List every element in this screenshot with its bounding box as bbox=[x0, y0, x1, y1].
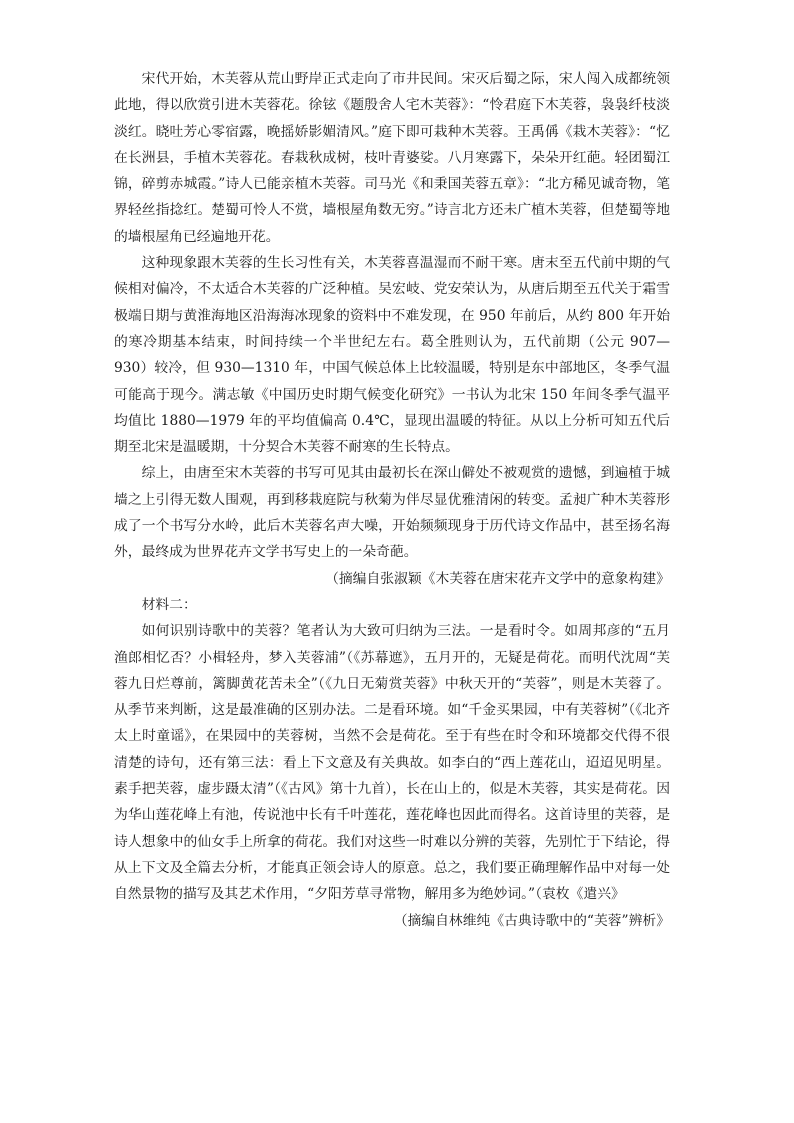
source-citation-2: （摘编自林维纯《古典诗歌中的“芙蓉”辨析》 bbox=[393, 912, 670, 929]
body-paragraph-4: 如何识别诗歌中的芙蓉？笔者认为大致可归纳为三法。一是看时令。如周邦彦的“五月渔郎相忆否？小楫轻舟，梦入芙蓉浦”（《苏幕遮》，五月开的，无疑是荷花。而明代沈周“芙蓉九日烂尊前，篱脚黄花苦未全”（《九日无菊赏芙蓉》中秋天开的“芙蓉”，则是木芙蓉了。从季节来判断，这是最准确的区别办法。二是看环境。如“千金买果园，中有芙蓉树”（《北齐太上时童谣》，在果园中的芙蓉树，当然不会是荷花。至于有些在时令和环境都交代得不很清楚的诗句，还有第三法：看上下文意及有关典故。如李白的“西上莲花山，迢迢见明星。素手把芙蓉，虚步蹑太清”（《古风》第十九首），长在山上的，似是木芙蓉，其实是荷花。因为华山莲花峰上有池，传说池中长有千叶莲花，莲花峰也因此而得名。这首诗里的芙蓉，是诗人想象中的仙女手上所拿的荷花。我们对这些一时难以分辨的芙蓉，先别忙于下结论，得从上下文及全篇去分析，才能真正领会诗人的原意。总之，我们要正确理解作品中对每一处自然景物的描写及其艺术作用，“夕阳芳草寻常物，解用多为绝妙词。”（袁枚《遣兴》 bbox=[114, 623, 670, 903]
body-paragraph-2: 这种现象跟木芙蓉的生长习性有关，木芙蓉喜温湿而不耐干寒。唐末至五代前中期的气候相对偏冷，不太适合木芙蓉的广泛种植。吴宏岐、党安荣认为，从唐后期至五代关于霜雪极端日期与黄淮海地区沿海海冰现象的资料中不难发现，在 950 年前后，从约 800 年开始的寒冷期基本结束，时间持续一个半世纪左右。葛全胜则认为，五代前期（公元 907—930）较冷，但 930—1310 年，中国气候总体上比较温暖，特别是东中部地区，冬季气温可能高于现今。满志敏《中国历史时期气候变化研究》一书认为北宋 150 年间冬季气温平均值比 1880—1979 年的平均值偏高 0.4℃，显现出温暖的特征。从以上分析可知五代后期至北宋是温暖期，十分契合木芙蓉不耐寒的生长特点。 bbox=[114, 255, 670, 456]
source-citation-1: （摘编自张淑颖《木芙蓉在唐宋花卉文学中的意象构建》 bbox=[325, 570, 670, 587]
section-heading-material-2: 材料二： bbox=[141, 596, 197, 613]
body-paragraph-1: 宋代开始，木芙蓉从荒山野岸正式走向了市井民间。宋灭后蜀之际，宋人闯入成都统领此地，得以欣赏引进木芙蓉花。徐铉《题殷舍人宅木芙蓉》：“怜君庭下木芙蓉，袅袅纤枝淡淡红。晓吐芳心零宿露，晚摇娇影媚清风。”庭下即可栽种木芙蓉。王禹偁《栽木芙蓉》：“忆在长洲县，手植木芙蓉花。春栽秋成树，枝叶青婆娑。八月寒露下，朵朵开红葩。轻团蜀江锦，碎剪赤城霞。”诗人已能亲植木芙蓉。司马光《和秉国芙蓉五章》：“北方稀见诚奇物，笔界轻丝指捻红。楚蜀可怜人不赏，墙根屋角数无穷。”诗言北方还未广植木芙蓉，但楚蜀等地的墙根屋角已经遍地开花。 bbox=[114, 71, 670, 245]
body-paragraph-3: 综上，由唐至宋木芙蓉的书写可见其由最初长在深山僻处不被观赏的遗憾，到遍植于城墙之上引得无数人围观，再到移栽庭院与秋菊为伴尽显优雅清闲的转变。孟昶广种木芙蓉形成了一个书写分水岭，此后木芙蓉名声大噪，开始频频现身于历代诗文作品中，甚至扬名海外，最终成为世界花卉文学书写史上的一朵奇葩。 bbox=[114, 465, 670, 561]
document-page bbox=[114, 66, 670, 934]
